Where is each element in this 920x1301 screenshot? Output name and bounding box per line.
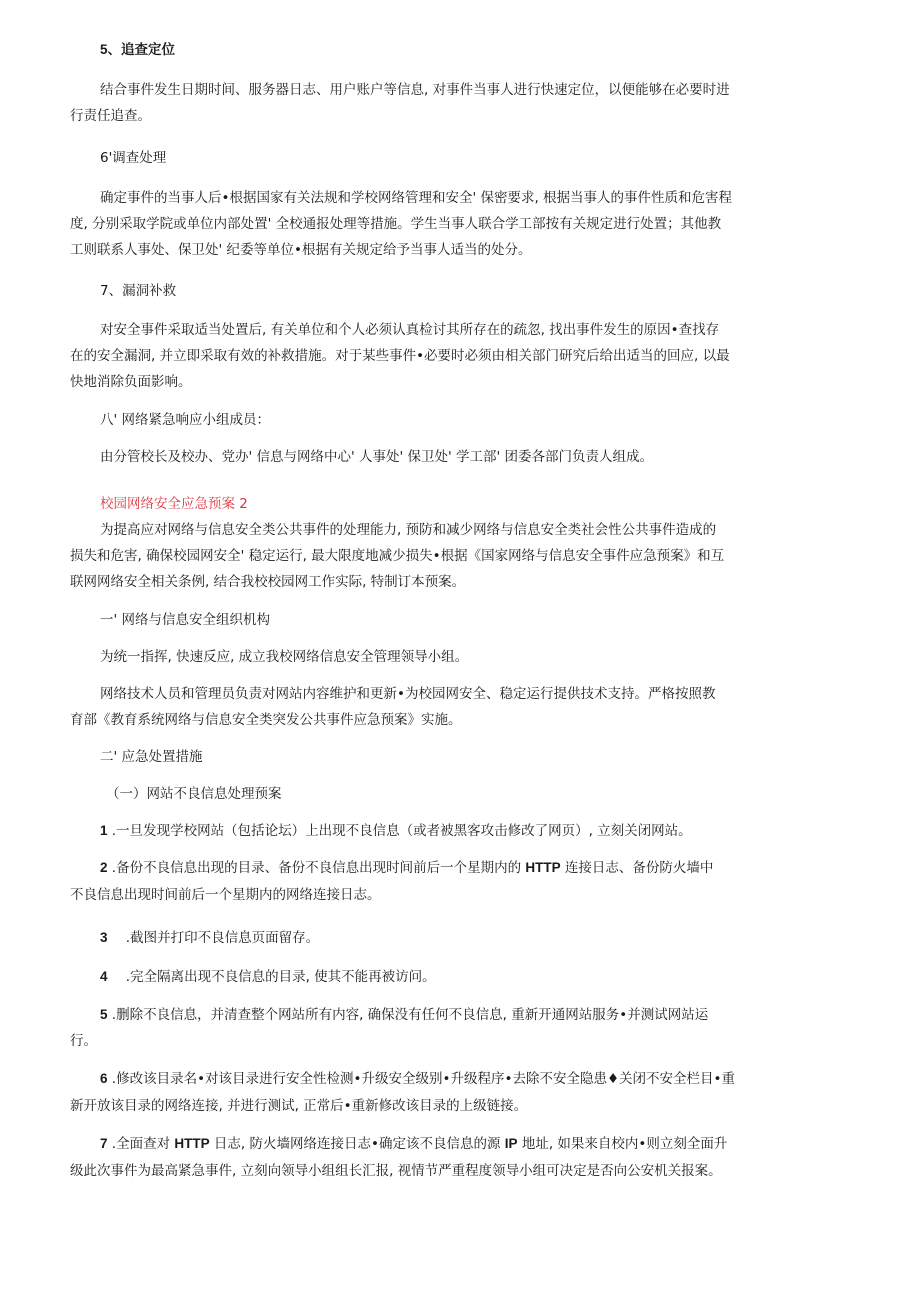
item-text: .删除不良信息，并清查整个网站所有内容, 确保没有任何不良信息, 重新开通网站服务•并测试网站运	[107, 1007, 709, 1023]
list-item-continuation: 不良信息出现时间前后一个星期内的网络连接日志。	[70, 887, 381, 903]
item-bold-term: HTTP	[174, 1136, 210, 1151]
item-text: .截图并打印不良信息页面留存。	[121, 930, 320, 946]
item-number: 4	[100, 969, 108, 984]
list-item	[100, 1005, 708, 1025]
item-text: .完全隔离出现不良信息的目录, 使其不能再被访问。	[121, 969, 436, 985]
item-text: .备份不良信息出现的目录、备份不良信息出现时间前后一个星期内的	[107, 860, 526, 876]
item-number: 3	[100, 930, 108, 945]
item-number: 6	[100, 1071, 108, 1086]
item-text: .一旦发现学校网站（包括论坛）上出现不良信息（或者被黑客攻击修改了网页）, 立刻关闭网站。	[107, 823, 692, 839]
item-number: 5	[100, 1007, 108, 1022]
paragraph-line: 在的安全漏洞, 并立即采取有效的补救措施。对于某些事件•必要时必须由相关部门研究后给出适当的回应, 以最	[70, 348, 730, 364]
subsection-heading: （一）网站不良信息处理预案	[106, 786, 282, 802]
item-text: .全面查对	[107, 1136, 175, 1152]
list-item-continuation: 级此次事件为最高紧急事件, 立刻向领导小组组长汇报, 视情节严重程度领导小组可决定是否向公安机关报案。	[70, 1163, 722, 1179]
section-heading: 7、漏洞补救	[100, 283, 177, 299]
paragraph-line: 由分管校长及校办、党办' 信息与网络中心' 人事处' 保卫处' 学工部' 团委各部门负责人组成。	[100, 449, 654, 465]
list-item	[100, 821, 692, 841]
paragraph-line: 联网网络安全相关条例, 结合我校校园网工作实际, 特制订本预案。	[70, 574, 466, 590]
section-heading: 5、追查定位	[100, 42, 176, 57]
item-text: 日志, 防火墙网络连接日志•确定该不良信息的源	[209, 1136, 505, 1152]
list-item-continuation: 新开放该目录的网络连接, 并进行测试, 正常后•重新修改该目录的上级链接。	[70, 1098, 528, 1114]
paragraph-line: 网络技术人员和管理员负责对网站内容维护和更新•为校园网安全、稳定运行提供技术支持。严格按照教	[100, 686, 716, 702]
paragraph-line: 行责任追查。	[70, 108, 151, 124]
list-item	[100, 1069, 735, 1089]
paragraph-line: 损失和危害, 确保校园网安全' 稳定运行, 最大限度地减少损失•根据《国家网络与信息安全事件应急预案》和互	[70, 548, 725, 564]
paragraph-line: 对安全事件采取适当处置后, 有关单位和个人必须认真检讨其所存在的疏忽, 找出事件发生的原因•查找存	[100, 322, 720, 338]
item-text: 地址, 如果来自校内•则立刻全面升	[517, 1136, 728, 1152]
item-text: 连接日志、备份防火墙中	[560, 860, 714, 876]
section-heading: 一' 网络与信息安全组织机构	[100, 612, 271, 628]
paragraph-line: 育部《教育系统网络与信息安全类突发公共事件应急预案》实施。	[70, 712, 462, 728]
plan-title: 校园网络安全应急预案 2	[100, 496, 248, 512]
item-bold-term: HTTP	[525, 860, 561, 875]
list-item	[100, 928, 319, 948]
paragraph-line: 快地消除负面影响。	[70, 374, 192, 390]
list-item	[100, 1134, 727, 1154]
list-item	[100, 967, 436, 987]
section-heading: 6'调查处理	[100, 150, 167, 166]
paragraph-line: 工则联系人事处、保卫处' 纪委等单位•根据有关规定给予当事人适当的处分。	[70, 242, 532, 258]
list-item-continuation: 行。	[70, 1033, 97, 1049]
item-number: 7	[100, 1136, 108, 1151]
section-heading: 二' 应急处置措施	[100, 749, 203, 765]
item-bold-term: IP	[504, 1136, 518, 1151]
paragraph-line: 为统一指挥, 快速反应, 成立我校网络信息安全管理领导小组。	[100, 649, 469, 665]
paragraph-line: 度, 分别采取学院或单位内部处置' 全校通报处理等措施。学生当事人联合学工部按有关规定进行处置；其他教	[70, 216, 722, 232]
list-item	[100, 858, 713, 878]
item-number: 1	[100, 823, 108, 838]
paragraph-line: 为提高应对网络与信息安全类公共事件的处理能力, 预防和减少网络与信息安全类社会性公共事件造成的	[100, 522, 717, 538]
item-text: .修改该目录名•对该目录进行安全性检测•升级安全级别•升级程序•去除不安全隐患♦关闭不安全栏目•重	[107, 1071, 736, 1087]
section-heading: 八' 网络紧急响应小组成员：	[100, 412, 271, 428]
item-number: 2	[100, 860, 108, 875]
paragraph-line: 确定事件的当事人后•根据国家有关法规和学校网络管理和安全' 保密要求, 根据当事人的事件性质和危害程	[100, 190, 733, 206]
paragraph-line: 结合事件发生日期时间、服务器日志、用户账户等信息, 对事件当事人进行快速定位，以便能够在必要时进	[100, 82, 730, 98]
